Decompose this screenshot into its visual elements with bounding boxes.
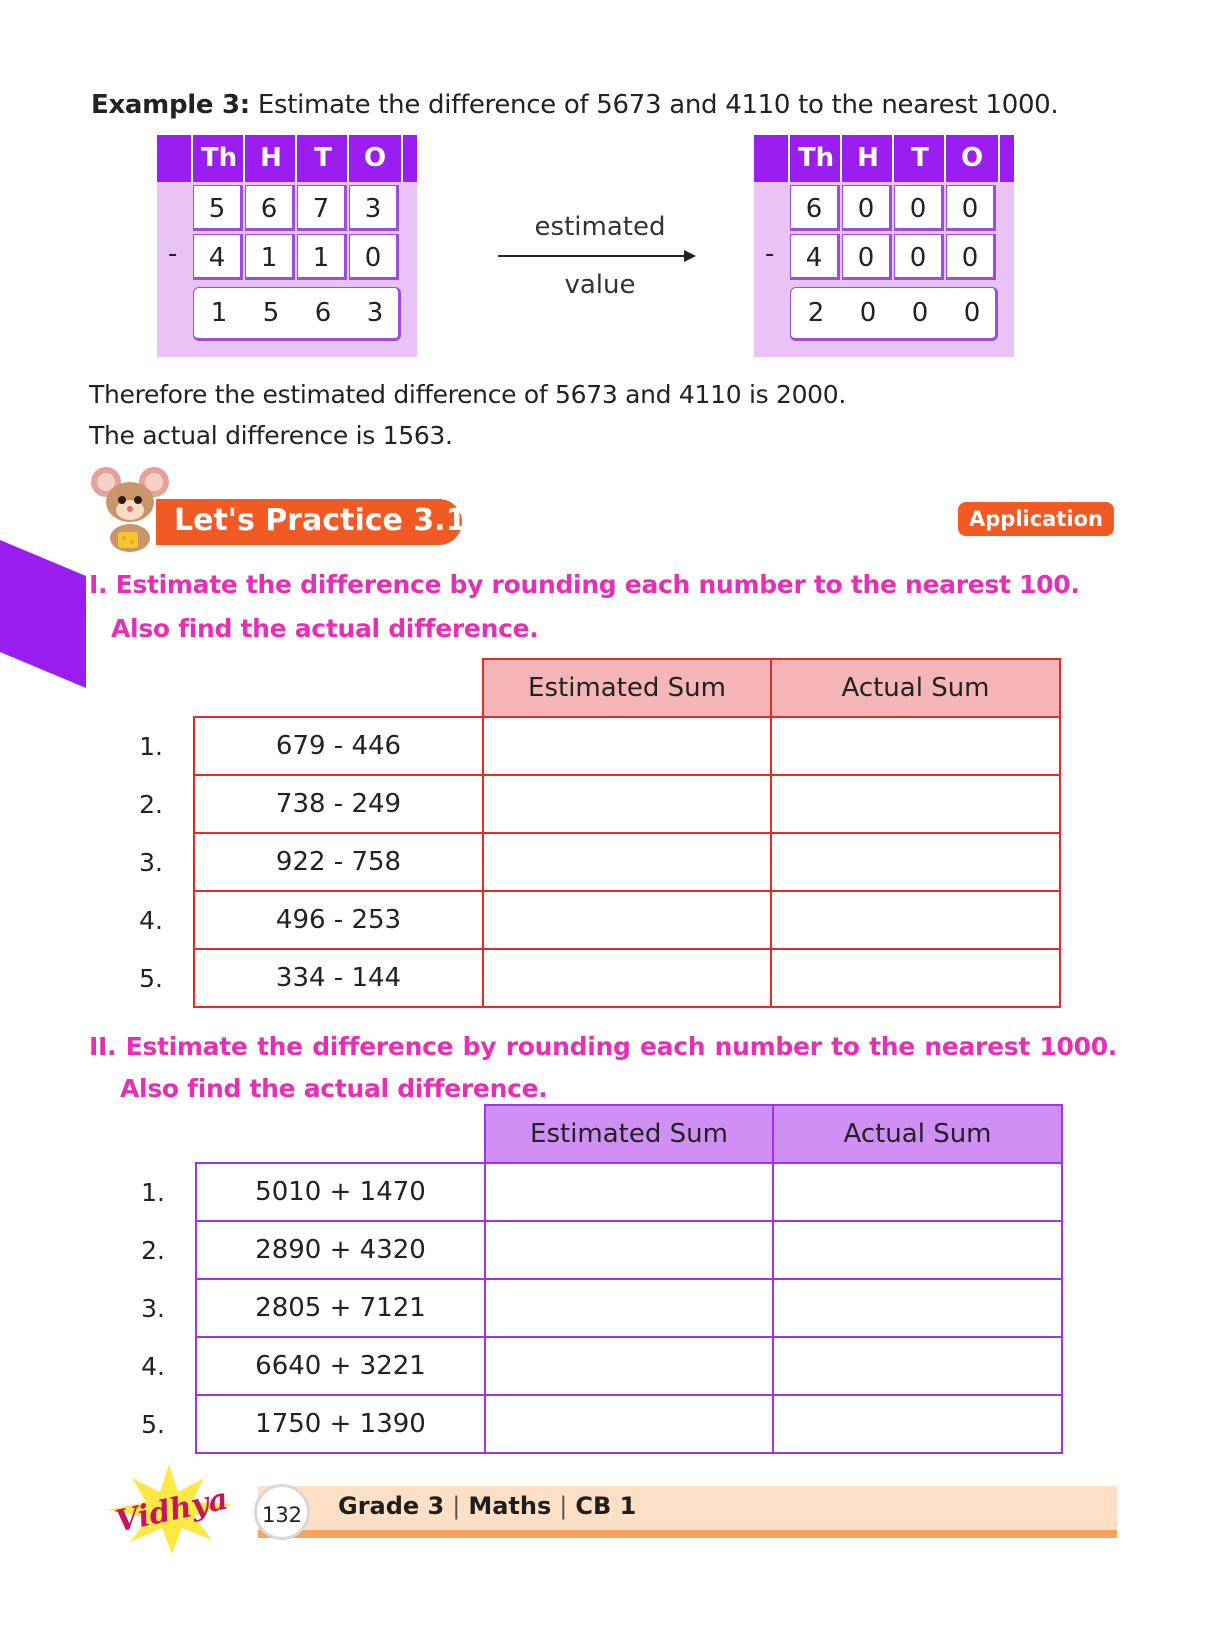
digit-cell: 6 xyxy=(790,185,840,231)
table-row xyxy=(109,949,1060,1007)
row-number: 2. xyxy=(141,1235,165,1265)
right-arrow-icon xyxy=(498,248,700,264)
digit-cell: 1 xyxy=(245,234,295,280)
actual-answer-cell[interactable] xyxy=(771,833,1060,891)
digit-cell: 0 xyxy=(349,234,399,280)
result-digit: 3 xyxy=(366,298,384,328)
actual-answer-cell[interactable] xyxy=(771,775,1060,833)
side-tab-decoration xyxy=(0,540,86,688)
estimated-answer-cell[interactable] xyxy=(483,717,771,775)
minus-sign: - xyxy=(765,239,775,269)
arrow-bottom-label: value xyxy=(564,270,636,300)
result-digit: 1 xyxy=(210,298,228,328)
example-text: Estimate the difference of 5673 and 4110 to the nearest 1000. xyxy=(257,90,1059,120)
digit-cell: 0 xyxy=(894,234,944,280)
expression-cell: 2890 + 4320 xyxy=(196,1221,485,1279)
estimated-answer-cell[interactable] xyxy=(483,775,771,833)
footer-info: Grade 3 | Maths | CB 1 xyxy=(338,1492,637,1520)
result-box xyxy=(790,287,998,341)
header-h: H xyxy=(243,135,297,182)
table-row xyxy=(109,891,1060,949)
expression-cell: 5010 + 1470 xyxy=(196,1163,485,1221)
digit-cell: 5 xyxy=(193,185,243,231)
expression-cell: 496 - 253 xyxy=(194,891,483,949)
header-estimated: Estimated Sum xyxy=(485,1105,773,1163)
estimated-answer-cell[interactable] xyxy=(485,1221,773,1279)
result-digit: 6 xyxy=(314,298,332,328)
vidhya-logo xyxy=(94,1458,244,1558)
table-row xyxy=(109,833,1060,891)
digit-cell: 1 xyxy=(297,234,347,280)
section1-subquestion: Also find the actual difference. xyxy=(111,614,539,643)
digit-cell: 6 xyxy=(245,185,295,231)
logo-text: Vidhya xyxy=(112,1481,232,1540)
table-row xyxy=(111,1163,1062,1221)
header-th: Th xyxy=(788,135,842,182)
estimated-answer-cell[interactable] xyxy=(483,833,771,891)
row-number: 3. xyxy=(141,1293,165,1323)
header-t: T xyxy=(892,135,946,182)
section1-table xyxy=(109,658,1061,1008)
estimate-statement: Therefore the estimated difference of 5673 and 4110 is 2000. xyxy=(89,380,847,409)
example-heading xyxy=(91,90,1058,120)
section1-question: I. Estimate the difference by rounding each number to the nearest 100. xyxy=(89,570,1080,599)
row-number: 3. xyxy=(139,847,163,877)
expression-cell: 334 - 144 xyxy=(194,949,483,1007)
digit-cell: 0 xyxy=(894,185,944,231)
result-digit: 0 xyxy=(911,298,929,328)
actual-answer-cell[interactable] xyxy=(773,1221,1062,1279)
digit-cell: 4 xyxy=(790,234,840,280)
digit-cell: 0 xyxy=(946,234,996,280)
actual-answer-cell[interactable] xyxy=(771,717,1060,775)
result-box xyxy=(193,287,401,341)
digit-cell: 0 xyxy=(946,185,996,231)
expression-cell: 922 - 758 xyxy=(194,833,483,891)
actual-answer-cell[interactable] xyxy=(771,891,1060,949)
place-value-actual xyxy=(157,135,417,357)
actual-answer-cell[interactable] xyxy=(771,949,1060,1007)
actual-answer-cell[interactable] xyxy=(773,1163,1062,1221)
actual-answer-cell[interactable] xyxy=(773,1395,1062,1453)
header-o: O xyxy=(347,135,403,182)
estimated-answer-cell[interactable] xyxy=(485,1163,773,1221)
digit-cell: 7 xyxy=(297,185,347,231)
minus-sign: - xyxy=(168,239,178,269)
actual-statement: The actual difference is 1563. xyxy=(89,421,453,450)
actual-answer-cell[interactable] xyxy=(773,1279,1062,1337)
footer-subject: Maths xyxy=(468,1492,552,1520)
table-row xyxy=(111,1279,1062,1337)
table-row xyxy=(111,1221,1062,1279)
result-digit: 5 xyxy=(262,298,280,328)
row-number: 1. xyxy=(141,1177,165,1207)
expression-cell: 1750 + 1390 xyxy=(196,1395,485,1453)
estimated-answer-cell[interactable] xyxy=(483,949,771,1007)
estimated-answer-cell[interactable] xyxy=(483,891,771,949)
digit-cell: 4 xyxy=(193,234,243,280)
row-number: 1. xyxy=(139,731,163,761)
digit-cell: 0 xyxy=(842,234,892,280)
table-row xyxy=(111,1337,1062,1395)
estimated-answer-cell[interactable] xyxy=(485,1337,773,1395)
expression-cell: 6640 + 3221 xyxy=(196,1337,485,1395)
digit-cell: 0 xyxy=(842,185,892,231)
application-badge: Application xyxy=(958,502,1114,536)
section2-subquestion: Also find the actual difference. xyxy=(120,1074,548,1103)
practice-title: Let's Practice 3.12 xyxy=(174,503,488,538)
estimated-answer-cell[interactable] xyxy=(485,1395,773,1453)
section2-table xyxy=(111,1104,1063,1454)
example-label: Example 3: xyxy=(91,90,250,120)
header-h: H xyxy=(840,135,894,182)
place-value-header xyxy=(754,135,1014,182)
expression-cell: 679 - 446 xyxy=(194,717,483,775)
header-estimated: Estimated Sum xyxy=(483,659,771,717)
header-actual: Actual Sum xyxy=(771,659,1060,717)
result-digit: 0 xyxy=(859,298,877,328)
table-row xyxy=(109,775,1060,833)
actual-answer-cell[interactable] xyxy=(773,1337,1062,1395)
header-t: T xyxy=(295,135,349,182)
place-value-estimated xyxy=(754,135,1014,357)
header-actual: Actual Sum xyxy=(773,1105,1062,1163)
estimated-answer-cell[interactable] xyxy=(485,1279,773,1337)
header-th: Th xyxy=(191,135,245,182)
result-digit: 2 xyxy=(807,298,825,328)
footer-book: CB 1 xyxy=(575,1492,637,1520)
place-value-header xyxy=(157,135,417,182)
header-o: O xyxy=(944,135,1000,182)
row-number: 2. xyxy=(139,789,163,819)
table-row xyxy=(109,717,1060,775)
arrow-top-label: estimated xyxy=(534,212,666,242)
page-number: 132 xyxy=(254,1484,310,1540)
row-number: 4. xyxy=(141,1351,165,1381)
digit-cell: 3 xyxy=(349,185,399,231)
practice-banner xyxy=(156,499,488,545)
result-digit: 0 xyxy=(963,298,981,328)
row-number: 4. xyxy=(139,905,163,935)
row-number: 5. xyxy=(141,1409,165,1439)
row-number: 5. xyxy=(139,963,163,993)
expression-cell: 738 - 249 xyxy=(194,775,483,833)
expression-cell: 2805 + 7121 xyxy=(196,1279,485,1337)
footer-grade: Grade 3 xyxy=(338,1492,445,1520)
section2-question: II. Estimate the difference by rounding each number to the nearest 1000. xyxy=(89,1032,1117,1061)
table-row xyxy=(111,1395,1062,1453)
